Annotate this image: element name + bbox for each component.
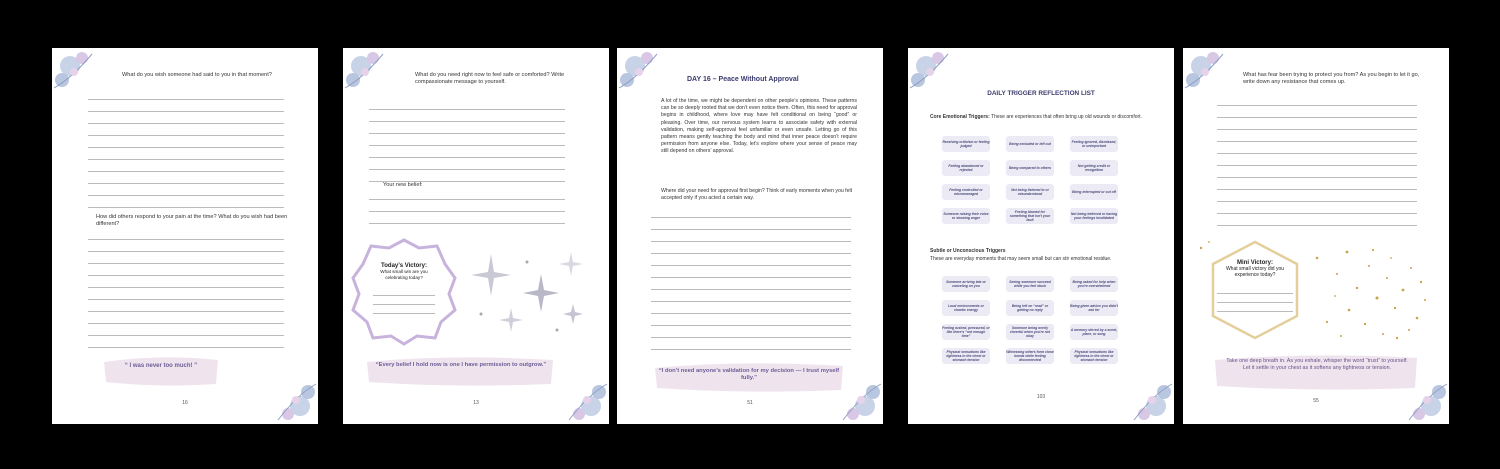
trigger-chip-label: Not getting credit or recognition — [1077, 163, 1111, 172]
trigger-chip — [1070, 324, 1118, 340]
trigger-chip — [942, 208, 990, 224]
journal-page-1 — [52, 48, 318, 424]
trigger-chip — [942, 184, 990, 200]
page-number: 51 — [747, 400, 753, 406]
new-belief-label: Your new belief: — [383, 182, 423, 188]
core-triggers-intro — [930, 114, 1156, 121]
trigger-chip-label: Being asked for help when you're overwhelmed — [1072, 279, 1116, 288]
trigger-chip-label: Someone raising their voice or showing anger — [943, 211, 989, 220]
journal-page-4 — [908, 48, 1174, 424]
page-number: 13 — [473, 400, 479, 406]
trigger-chip — [1070, 160, 1118, 176]
trigger-chip — [1006, 324, 1054, 340]
victory-prompt: What small win are you celebrating today? — [380, 269, 428, 280]
trigger-chip — [942, 276, 990, 292]
trigger-chip — [1070, 184, 1118, 200]
journal-page-2 — [343, 48, 609, 424]
subtle-triggers-heading: Subtle or Unconscious Triggers — [930, 248, 1006, 254]
trigger-chip-label: Witnessing others form close bonds while feeling disconnected — [1006, 349, 1054, 363]
trigger-chip-label: Feeling blamed for something that isn't your fault — [1009, 209, 1051, 223]
writing-lines[interactable] — [369, 188, 565, 224]
trigger-chip-label: Physical sensations like tightness in the chest or stomach tension — [1074, 349, 1114, 363]
trigger-chip — [1070, 208, 1118, 224]
trigger-chip — [942, 324, 990, 340]
trigger-chip — [1006, 208, 1054, 224]
victory-line[interactable] — [373, 305, 435, 314]
trigger-chip-label: Feeling abandoned or rejected — [948, 163, 984, 172]
page-number: 16 — [182, 400, 188, 406]
page-number: 55 — [1313, 398, 1319, 404]
writing-lines[interactable] — [88, 88, 284, 208]
trigger-chip-label: Not being listened to or misunderstood — [1011, 187, 1049, 196]
prompt-question: What do you need right now to feel safe or comforted? Write compassionate message to yourself. — [415, 72, 565, 86]
floral-corner-decoration — [547, 362, 609, 424]
trigger-chip-label: Being interrupted or cut off — [1072, 189, 1116, 194]
victory-title: Mini Victory: — [1237, 260, 1273, 266]
trigger-chip — [942, 348, 990, 364]
sparkles-decoration — [461, 244, 591, 344]
prompt-question: What do you wish someone had said to you in that moment? — [122, 72, 272, 78]
writing-lines[interactable] — [88, 228, 284, 348]
day-title: DAY 16 – Peace Without Approval — [687, 76, 799, 83]
floral-corner-decoration — [821, 362, 883, 424]
trigger-chip — [1006, 160, 1054, 176]
brush-stroke-background — [100, 354, 222, 388]
brush-stroke-background — [363, 354, 557, 388]
trigger-chip-label: Being left on “read” or getting no reply — [1011, 303, 1049, 312]
trigger-chip-label: Someone being overly cheerful when you're not okay — [1010, 325, 1050, 339]
trigger-chip-label: Feeling ignored, dismissed, or unimportant — [1071, 139, 1117, 148]
trigger-chip — [1070, 276, 1118, 292]
trigger-chip-label: A memory stirred by a scent, place, or song — [1070, 327, 1118, 336]
page-number: 103 — [1036, 394, 1046, 400]
victory-line[interactable] — [373, 296, 435, 305]
floral-corner-decoration — [908, 48, 970, 110]
floral-corner-decoration — [1112, 362, 1174, 424]
writing-lines[interactable] — [369, 98, 565, 182]
trigger-chip — [1006, 136, 1054, 152]
prompt-question: What has fear been trying to protect you from? As you begin to let it go, write down any resistance that comes up. — [1243, 72, 1420, 86]
victory-box — [1217, 260, 1293, 312]
trigger-chip — [942, 160, 990, 176]
core-triggers-heading: Core Emotional Triggers: — [930, 114, 990, 120]
quote-banner: Take one deep breath in. As you exhale, whisper the word “trust” to yourself. Let it settle in your chest as it softens any tightness or tension. — [1226, 358, 1408, 372]
trigger-chip — [942, 300, 990, 316]
victory-line[interactable] — [1217, 285, 1293, 294]
victory-line[interactable] — [1217, 303, 1293, 312]
journal-page-5 — [1183, 48, 1449, 424]
victory-prompt: What small victory did you experience today? — [1225, 266, 1285, 279]
trigger-chip-label: Feeling rushed, pressured, or like there's “not enough time” — [942, 325, 990, 339]
trigger-chip-label: Being given advice you didn't ask for — [1070, 303, 1118, 312]
core-triggers-description: These are experiences that often bring up old wounds or discomfort. — [989, 114, 1142, 120]
trigger-chip-label: Someone arriving late or canceling on you — [946, 279, 986, 288]
trigger-chip — [1006, 276, 1054, 292]
trigger-chip-label: Receiving criticism or feeling judged — [942, 139, 990, 148]
trigger-chip-label: Loud environments or chaotic energy — [948, 303, 984, 312]
subtle-triggers-description: These are everyday moments that may seem small but can stir emotional residue. — [930, 256, 1112, 262]
quote-banner: “Every belief I hold now is one I have permission to outgrow.” — [375, 362, 547, 368]
writing-lines[interactable] — [651, 206, 851, 350]
prompt-question: Where did your need for approval first begin? Think of early moments when you felt accepted only if you acted a certain way. — [661, 188, 853, 202]
trigger-chip-label: Being compared to others — [1008, 165, 1051, 170]
trigger-chip-label: Physical sensations like tightness in the chest or stomach tension — [946, 349, 986, 363]
trigger-chip-label: Seeing someone succeed while you feel stuck — [1009, 279, 1051, 288]
trigger-chip — [1070, 348, 1118, 364]
trigger-chip — [1070, 300, 1118, 316]
trigger-chip — [1006, 348, 1054, 364]
journal-page-3 — [617, 48, 883, 424]
victory-line[interactable] — [1217, 294, 1293, 303]
prompt-question: How did others respond to your pain at the time? What do you wish had been different? — [96, 214, 288, 228]
floral-corner-decoration — [256, 362, 318, 424]
trigger-chip — [1006, 184, 1054, 200]
floral-corner-decoration — [1387, 362, 1449, 424]
trigger-chip-label: Feeling controlled or micromanaged — [949, 187, 983, 196]
quote-banner: “ I was never too much! ” — [124, 363, 198, 369]
victory-box — [373, 263, 435, 314]
writing-lines[interactable] — [1217, 94, 1417, 226]
trigger-chip — [1006, 300, 1054, 316]
victory-line[interactable] — [373, 287, 435, 296]
victory-title: Today’s Victory: — [381, 263, 427, 269]
trigger-list-title: DAILY TRIGGER REFLECTION LIST — [987, 90, 1095, 97]
trigger-chip-label: Not being believed or having your feelings invalidated — [1070, 211, 1118, 220]
day-body-text: A lot of the time, we might be dependent on other people’s opinions. These patterns can be so deeply rooted that we don’t even notice them. Often, this need for approval begins in childhood, where love may have felt conditional on being “good” or pleasing. Over time, our nervous system learns to associate safety with external validation, making self-approval feel unfamiliar or even unsafe. Letting go of this pattern means gently teaching the body and mind that inner peace doesn’t require permission from anyone else. Today, let’s explore where your sense of peace may still depend on others’ approval. — [661, 98, 857, 155]
trigger-chip-label: Being excluded or left out — [1009, 141, 1051, 146]
trigger-chip — [942, 136, 990, 152]
quote-banner: “I don’t need anyone’s validation for my decision — I trust myself fully.” — [658, 368, 840, 382]
trigger-chip — [1070, 136, 1118, 152]
